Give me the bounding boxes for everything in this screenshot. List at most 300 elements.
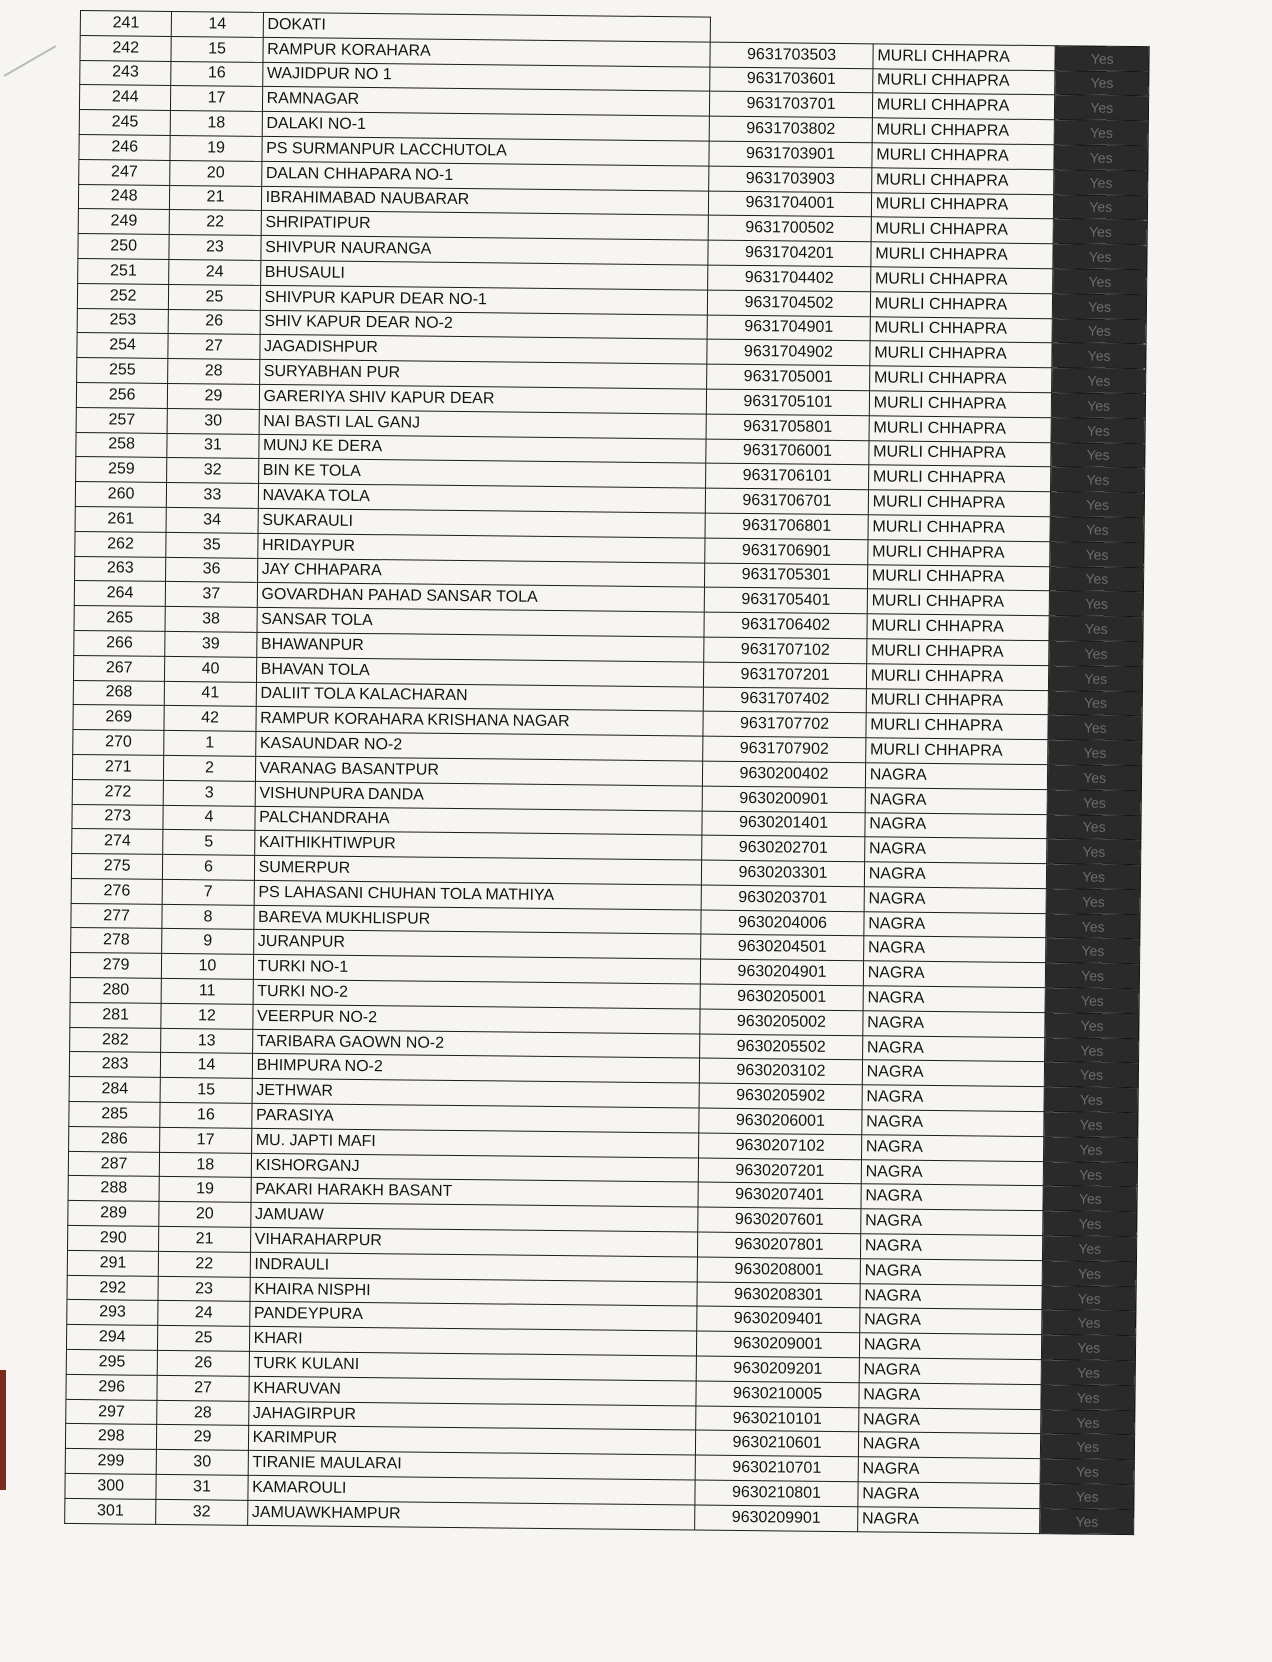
village-name: KARIMPUR [248,1426,696,1455]
status-cell: Yes [1049,616,1143,642]
booth-code: 9631703903 [709,166,872,192]
village-name: VARANAG BASANTPUR [255,756,703,785]
village-name: SHRIPATIPUR [261,211,709,240]
village-name: DOKATI [263,12,711,41]
village-number: 22 [169,210,261,236]
village-name: KHAIRA NISPHI [250,1277,698,1306]
serial-number: 270 [73,730,165,756]
status-cell: Yes [1040,1484,1134,1510]
status-cell: Yes [1043,1211,1137,1237]
status-cell: Yes [1047,864,1141,890]
status-cell: Yes [1052,393,1146,419]
booth-code: 9630200402 [703,761,866,787]
booth-code: 9630210701 [695,1455,858,1481]
village-name: JAMUAWKHAMPUR [247,1500,695,1529]
status-cell: Yes [1049,641,1143,667]
village-number: 29 [168,383,260,409]
village-number: 20 [159,1202,251,1228]
block-name: NAGRA [858,1432,1041,1459]
booth-code: 9630201401 [702,811,865,837]
booth-code: 9631706402 [704,612,867,638]
block-name: NAGRA [857,1507,1040,1534]
village-name: DALAKI NO-1 [262,112,710,141]
block-name: NAGRA [860,1283,1043,1310]
block-name: MURLI CHHAPRA [872,118,1055,145]
block-name: MURLI CHHAPRA [869,416,1052,443]
booth-code: 9630200901 [702,786,865,812]
status-cell: Yes [1053,244,1147,270]
booth-code: 9630207401 [698,1182,861,1208]
block-name: MURLI CHHAPRA [869,366,1052,393]
status-cell: Yes [1052,343,1146,369]
serial-number: 252 [77,283,169,309]
block-name: NAGRA [861,1135,1044,1162]
block-name: MURLI CHHAPRA [866,688,1049,715]
booth-code: 9631706701 [706,488,869,514]
village-name: MU. JAPTI MAFI [251,1128,699,1157]
margin-mark [4,45,57,77]
block-name: MURLI CHHAPRA [868,465,1051,492]
status-cell: Yes [1040,1508,1134,1534]
booth-code: 9630205001 [700,984,863,1010]
status-cell: Yes [1051,492,1145,518]
village-name: WAJIDPUR NO 1 [262,62,710,91]
booth-code: 9630205902 [699,1083,862,1109]
booth-code: 9630209201 [696,1356,859,1382]
block-name: MURLI CHHAPRA [870,292,1053,319]
booth-code: 9631705301 [705,563,868,589]
village-number: 16 [171,61,263,87]
block-name: NAGRA [862,1110,1045,1137]
booth-code: 9630204901 [701,959,864,985]
village-number: 17 [171,86,263,112]
village-name: GOVARDHAN PAHAD SANSAR TOLA [257,583,705,612]
booth-code: 9630210005 [696,1381,859,1407]
village-number: 14 [161,1053,253,1079]
serial-number: 282 [70,1027,162,1053]
village-name: BIN KE TOLA [258,459,706,488]
block-name: MURLI CHHAPRA [865,738,1048,765]
booth-code: 9630209901 [695,1505,858,1531]
village-name: JAHAGIRPUR [248,1401,696,1430]
serial-number: 264 [74,581,166,607]
block-name: MURLI CHHAPRA [870,316,1053,343]
status-cell: Yes [1048,765,1142,791]
booth-code: 9631707402 [703,687,866,713]
serial-number: 250 [78,234,170,260]
status-cell: Yes [1042,1285,1136,1311]
status-cell: Yes [1043,1260,1137,1286]
village-name: PANDEYPURA [249,1302,697,1331]
village-number: 6 [163,855,255,881]
village-name: SUKARAULI [258,508,706,537]
village-number: 19 [170,135,262,161]
booth-code [710,17,873,43]
serial-number: 251 [78,258,170,284]
booth-code: 9631703901 [709,141,872,167]
serial-number: 260 [75,482,167,508]
village-number: 29 [157,1425,249,1451]
block-name: MURLI CHHAPRA [866,713,1049,740]
village-number: 10 [162,954,254,980]
block-name: NAGRA [864,911,1047,938]
booth-code: 9630210601 [696,1430,859,1456]
booth-code: 9631705801 [706,414,869,440]
block-name: MURLI CHHAPRA [871,168,1054,195]
block-name: NAGRA [861,1184,1044,1211]
village-number: 4 [163,805,255,831]
serial-number: 289 [68,1201,160,1227]
block-name: NAGRA [863,1011,1046,1038]
village-name: TURK KULANI [249,1351,697,1380]
village-name: PS SURMANPUR LACCHUTOLA [262,136,710,165]
block-name: NAGRA [864,862,1047,889]
village-name: BHAVAN TOLA [256,657,704,686]
booth-code: 9630207601 [698,1207,861,1233]
serial-number: 298 [65,1424,157,1450]
booth-code: 9630203301 [702,860,865,886]
booth-code: 9631704201 [708,240,871,266]
village-number: 30 [167,408,259,434]
village-name: KAITHIKHTIWPUR [254,831,702,860]
status-cell: Yes [1055,95,1149,121]
status-cell: Yes [1054,194,1148,220]
status-cell: Yes [1051,467,1145,493]
status-cell: Yes [1046,963,1140,989]
village-name: KASAUNDAR NO-2 [255,731,703,760]
block-name: NAGRA [858,1457,1041,1484]
status-cell: Yes [1043,1236,1137,1262]
village-name: TIRANIE MAULARAI [248,1451,696,1480]
booth-code: 9631703701 [710,91,873,117]
village-name: HRIDAYPUR [257,533,705,562]
booth-list-sheet [64,10,1150,1535]
village-name: BHUSAULI [260,260,708,289]
serial-number: 279 [70,953,162,979]
village-name: NAI BASTI LAL GANJ [259,409,707,438]
status-cell: Yes [1050,591,1144,617]
village-name: MUNJ KE DERA [258,434,706,463]
village-number: 41 [165,681,257,707]
block-name: NAGRA [865,812,1048,839]
booth-code: 9631706901 [705,538,868,564]
status-cell: Yes [1041,1434,1135,1460]
block-name: NAGRA [863,961,1046,988]
status-cell: Yes [1044,1161,1138,1187]
serial-number: 283 [69,1052,161,1078]
status-cell: Yes [1044,1087,1138,1113]
village-number: 37 [166,582,258,608]
village-name: GARERIYA SHIV KAPUR DEAR [259,384,707,413]
block-name: NAGRA [865,763,1048,790]
serial-number: 265 [74,606,166,632]
block-name: MURLI CHHAPRA [866,639,1049,666]
page-edge-shadow [0,1370,6,1490]
village-number: 13 [161,1028,253,1054]
serial-number: 295 [66,1349,158,1375]
status-cell: Yes [1044,1137,1138,1163]
village-number: 34 [166,507,258,533]
village-name: SURYABHAN PUR [259,360,707,389]
serial-number: 257 [76,407,168,433]
status-cell: Yes [1055,120,1149,146]
village-name: RAMPUR KORAHARA [263,37,711,66]
village-number: 26 [158,1350,250,1376]
block-name: NAGRA [858,1482,1041,1509]
status-cell: Yes [1047,814,1141,840]
village-name: TURKI NO-1 [253,955,701,984]
status-cell: Yes [1051,417,1145,443]
village-number: 32 [156,1499,248,1525]
village-number: 27 [157,1375,249,1401]
serial-number: 274 [72,829,164,855]
serial-number: 266 [74,630,166,656]
status-cell: Yes [1050,541,1144,567]
block-name: NAGRA [861,1209,1044,1236]
booth-code: 9630208001 [697,1257,860,1283]
serial-number: 286 [69,1126,161,1152]
block-name: NAGRA [863,936,1046,963]
serial-number: 299 [65,1449,157,1475]
serial-number: 272 [72,779,164,805]
village-name: BAREVA MUKHLISPUR [253,905,701,934]
booth-code: 9631703601 [710,67,873,93]
serial-number: 247 [79,159,171,185]
village-number: 25 [169,284,261,310]
village-number: 35 [166,532,258,558]
block-name: NAGRA [863,986,1046,1013]
booth-code: 9631703802 [709,116,872,142]
village-name: VEERPUR NO-2 [252,1004,700,1033]
village-name: JAMUAW [250,1203,698,1232]
village-name: SANSAR TOLA [257,608,705,637]
village-name: PALCHANDRAHA [255,806,703,835]
status-cell: Yes [1048,789,1142,815]
booth-code: 9630207801 [698,1232,861,1258]
village-number: 40 [165,656,257,682]
status-cell: Yes [1042,1360,1136,1386]
serial-number: 267 [73,655,165,681]
block-name: NAGRA [864,837,1047,864]
serial-number: 290 [68,1225,160,1251]
serial-number: 293 [67,1300,159,1326]
status-cell: Yes [1041,1409,1135,1435]
village-name: TURKI NO-2 [253,979,701,1008]
village-number: 16 [160,1102,252,1128]
block-name: NAGRA [862,1085,1045,1112]
block-name: NAGRA [862,1035,1045,1062]
serial-number: 285 [69,1102,161,1128]
block-name: MURLI CHHAPRA [868,515,1051,542]
serial-number: 248 [78,184,170,210]
status-cell: Yes [1050,566,1144,592]
booth-code: 9630207102 [699,1133,862,1159]
status-cell: Yes [1043,1186,1137,1212]
block-name: NAGRA [864,887,1047,914]
booth-code: 9631705101 [707,389,870,415]
booth-code: 9631707102 [704,637,867,663]
booth-code: 9631704901 [707,315,870,341]
village-number: 15 [171,36,263,62]
status-cell: Yes [1055,46,1149,72]
booth-code: 9631705001 [707,364,870,390]
block-name: MURLI CHHAPRA [872,68,1055,95]
booth-table-body [65,11,1150,1535]
serial-number: 241 [80,11,172,37]
village-name: IBRAHIMABAD NAUBARAR [261,186,709,215]
serial-number: 284 [69,1077,161,1103]
village-number: 9 [162,929,254,955]
serial-number: 254 [77,333,169,359]
serial-number: 277 [71,903,163,929]
booth-code: 9630208301 [697,1282,860,1308]
village-number: 25 [158,1326,250,1352]
booth-code: 9631706001 [706,439,869,465]
serial-number: 262 [75,531,167,557]
booth-code: 9630203701 [701,885,864,911]
village-number: 11 [161,978,253,1004]
serial-number: 245 [79,110,171,136]
block-name: NAGRA [858,1407,1041,1434]
serial-number: 292 [67,1275,159,1301]
village-number: 31 [156,1474,248,1500]
status-cell: Yes [1053,269,1147,295]
village-number: 1 [164,731,256,757]
village-number: 5 [163,830,255,856]
booth-code: 9631704001 [709,191,872,217]
village-name: VIHARAHARPUR [250,1227,698,1256]
village-number: 21 [170,185,262,211]
status-cell: Yes [1041,1384,1135,1410]
status-cell: Yes [1047,839,1141,865]
serial-number: 259 [76,457,168,483]
status-cell: Yes [1045,1062,1139,1088]
booth-code: 9631704502 [708,290,871,316]
booth-code: 9631706101 [706,463,869,489]
village-name: PS LAHASANI CHUHAN TOLA MATHIYA [254,880,702,909]
serial-number: 269 [73,705,165,731]
serial-number: 281 [70,1002,162,1028]
block-name: MURLI CHHAPRA [871,242,1054,269]
block-name: MURLI CHHAPRA [866,663,1049,690]
block-name: MURLI CHHAPRA [869,440,1052,467]
village-number: 27 [168,334,260,360]
status-cell: Yes [1045,1037,1139,1063]
block-name: NAGRA [865,787,1048,814]
village-name: SHIVPUR NAURANGA [260,236,708,265]
booth-code: 9631706801 [705,513,868,539]
status-cell: Yes [1051,442,1145,468]
serial-number: 280 [70,978,162,1004]
booth-code: 9630207201 [698,1158,861,1184]
status-cell: Yes [1045,1013,1139,1039]
block-name: NAGRA [859,1358,1042,1385]
serial-number: 255 [77,358,169,384]
block-name: NAGRA [859,1383,1042,1410]
status-cell: Yes [1054,145,1148,171]
village-name: KAMAROULI [247,1475,695,1504]
block-name [873,19,1056,46]
block-name: NAGRA [862,1060,1045,1087]
village-name: KHARI [249,1327,697,1356]
status-cell: Yes [1052,318,1146,344]
status-cell: Yes [1046,913,1140,939]
booth-code: 9630202701 [702,835,865,861]
village-name: RAMNAGAR [262,87,710,116]
village-number: 23 [169,235,261,261]
serial-number: 291 [67,1250,159,1276]
village-number: 18 [170,111,262,137]
block-name: MURLI CHHAPRA [867,614,1050,641]
status-cell: Yes [1048,715,1142,741]
village-number: 12 [161,1003,253,1029]
booth-code: 9631704402 [708,265,871,291]
village-number: 8 [162,904,254,930]
village-name: PARASIYA [251,1103,699,1132]
status-cell: Yes [1044,1112,1138,1138]
booth-code: 9630204501 [701,935,864,961]
village-number: 15 [160,1078,252,1104]
village-name: BHIMPURA NO-2 [252,1054,700,1083]
serial-number: 263 [75,556,167,582]
status-cell: Yes [1046,889,1140,915]
status-cell: Yes [1041,1459,1135,1485]
village-name: KISHORGANJ [251,1153,699,1182]
village-number: 42 [164,706,256,732]
status-cell: Yes [1048,740,1142,766]
village-name: JAY CHHAPARA [257,558,705,587]
booth-code: 9630205002 [700,1009,863,1035]
block-name: MURLI CHHAPRA [872,93,1055,120]
village-number: 33 [167,483,259,509]
status-cell: Yes [1050,517,1144,543]
status-cell: Yes [1054,169,1148,195]
booth-code: 9631707702 [703,711,866,737]
status-cell: Yes [1046,938,1140,964]
village-number: 21 [159,1226,251,1252]
serial-number: 242 [80,35,172,61]
booth-code: 9630206001 [699,1108,862,1134]
block-name: MURLI CHHAPRA [873,44,1056,71]
village-name: TARIBARA GAOWN NO-2 [252,1029,700,1058]
booth-code: 9630210801 [695,1480,858,1506]
village-number: 24 [158,1301,250,1327]
village-name: VISHUNPURA DANDA [255,781,703,810]
serial-number: 297 [66,1399,158,1425]
village-number: 23 [158,1276,250,1302]
village-number: 36 [166,557,258,583]
village-number: 20 [170,160,262,186]
booth-code: 9631700502 [708,215,871,241]
village-name: PAKARI HARAKH BASANT [251,1178,699,1207]
block-name: NAGRA [861,1159,1044,1186]
block-name: MURLI CHHAPRA [867,589,1050,616]
village-name: RAMPUR KORAHARA KRISHANA NAGAR [256,707,704,736]
status-cell [1056,21,1150,47]
village-number: 28 [168,359,260,385]
serial-number: 301 [65,1498,157,1524]
village-name: BHAWANPUR [256,632,704,661]
serial-number: 276 [71,878,163,904]
village-name: INDRAULI [250,1252,698,1281]
booth-code: 9631707201 [704,662,867,688]
village-number: 30 [156,1450,248,1476]
serial-number: 278 [71,928,163,954]
serial-number: 261 [75,506,167,532]
booth-code: 9630204006 [701,910,864,936]
status-cell: Yes [1054,219,1148,245]
serial-number: 258 [76,432,168,458]
